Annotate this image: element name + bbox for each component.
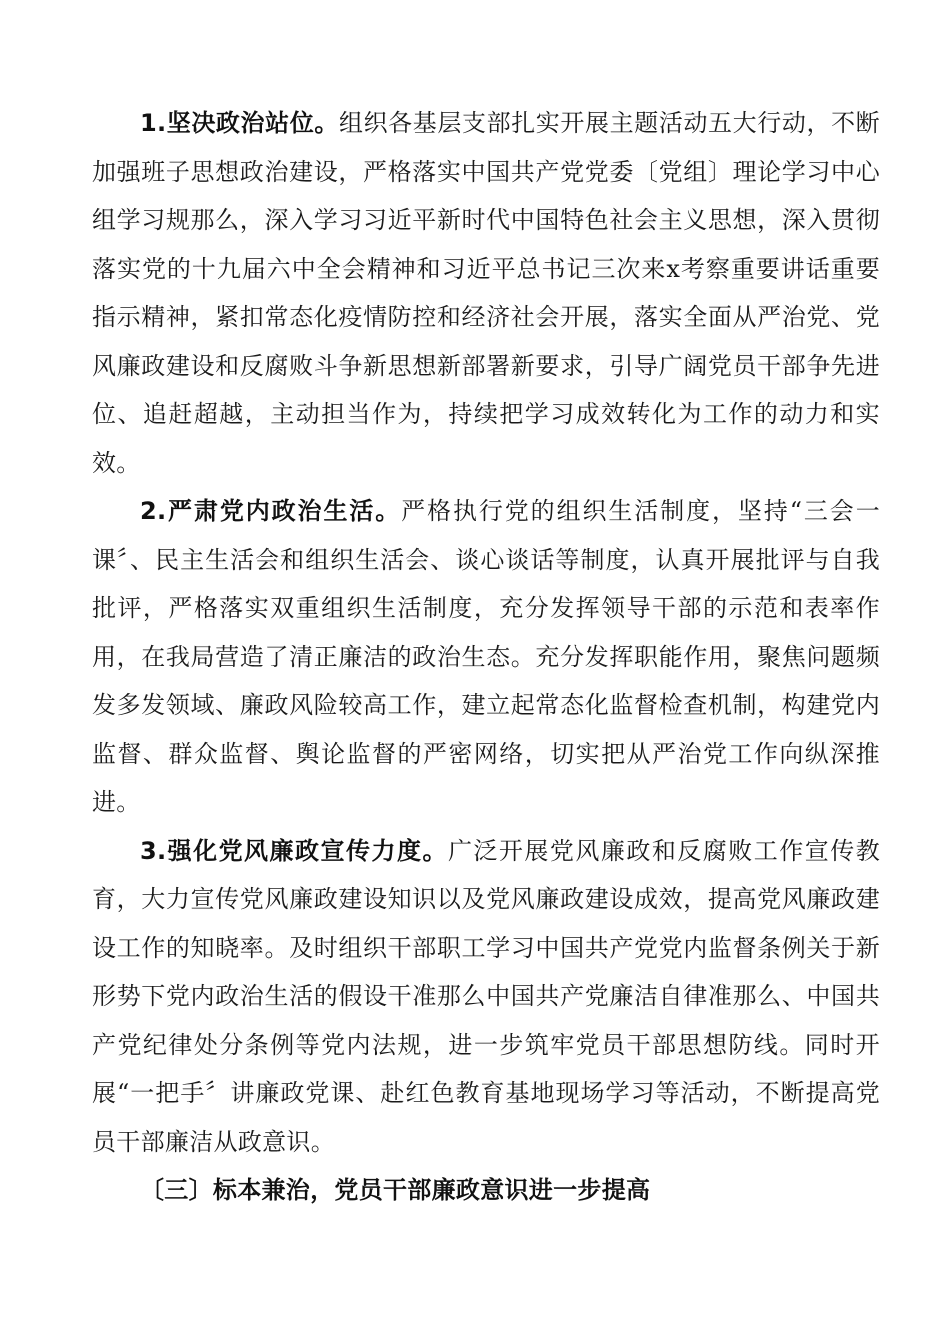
- paragraph-3-text: 广泛开展党风廉政和反腐败工作宣传教育，大力宣传党风廉政建设知识以及党风廉政建设成效，提高党风廉政建设工作的知晓率。及时组织干部职工学习中国共产党党内监督条例关于新形势下党内政治生活的假设干准那么中国共产党廉洁自律准那么、中国共产党纪律处分条例等党内法规，进一步筑牢党员干部思想防线。同时开展“一把手〞讲廉政党课、赴红色教育基地现场学习等活动，不断提高党员干部廉洁从政意识。: [92, 836, 880, 1156]
- paragraph-3-lead: 3.强化党风廉政宣传力度。: [140, 836, 448, 865]
- document-body: [92, 99, 880, 1215]
- paragraph-2-text: 严格执行党的组织生活制度，坚持“三会一课〞、民主生活会和组织生活会、谈心谈话等制度，认真开展批评与自我批评，严格落实双重组织生活制度，充分发挥领导干部的示范和表率作用，在我局营造了清正廉洁的政治生态。充分发挥职能作用，聚焦问题频发多发领域、廉政风险较高工作，建立起常态化监督检查机制，构建党内监督、群众监督、舆论监督的严密网络，切实把从严治党工作向纵深推进。: [92, 497, 880, 816]
- paragraph-1-lead: 1.坚决政治站位。: [140, 109, 339, 137]
- paragraph-2: [92, 487, 880, 827]
- paragraph-1: [92, 99, 880, 487]
- paragraph-1-text: 组织各基层支部扎实开展主题活动五大行动，不断加强班子思想政治建设，严格落实中国共产党党委〔党组〕理论学习中心组学习规那么，深入学习习近平新时代中国特色社会主义思想，深入贯彻落实党的十九届六中全会精神和习近平总书记三次来x考察重要讲话重要指示精神，紧扣常态化疫情防控和经济社会开展，落实全面从严治党、党风廉政建设和反腐败斗争新思想新部署新要求，引导广阔党员干部争先进位、追赶超越，主动担当作为，持续把学习成效转化为工作的动力和实效。: [92, 109, 880, 477]
- section-heading: 〔三〕标本兼治，党员干部廉政意识进一步提高: [140, 1176, 651, 1204]
- paragraph-2-lead: 2.严肃党内政治生活。: [140, 497, 402, 525]
- paragraph-3: [92, 827, 880, 1167]
